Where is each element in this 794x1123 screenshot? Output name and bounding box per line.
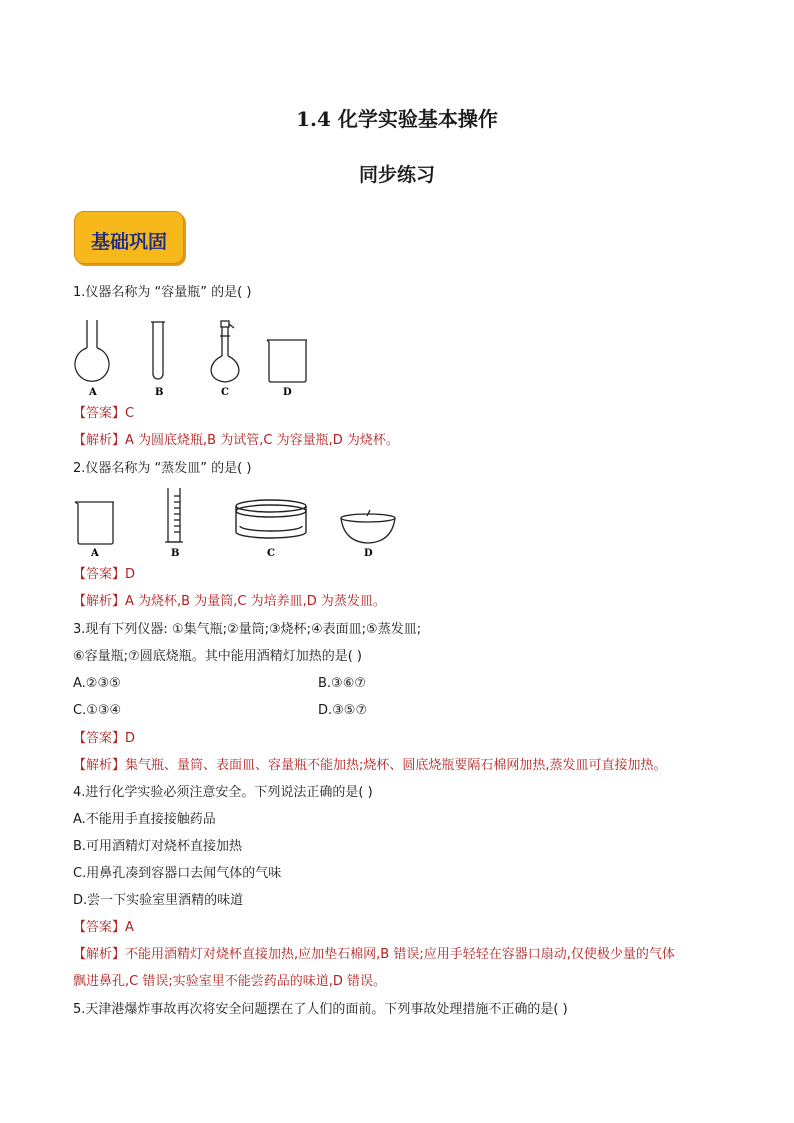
q1-apparatus-svg bbox=[70, 318, 330, 402]
evaporating-dish-icon bbox=[341, 510, 395, 543]
q2-analysis bbox=[73, 593, 386, 611]
q4-analysis-line1 bbox=[73, 946, 675, 964]
q2-apparatus-svg bbox=[70, 486, 410, 562]
q1-label-b: B bbox=[155, 387, 164, 398]
volumetric-flask-icon bbox=[211, 321, 239, 382]
q2-analysis-tag: 【解析】 bbox=[73, 594, 126, 609]
q3-answer-value: D bbox=[125, 731, 136, 746]
q4-stem: 4.进行化学实验必须注意安全。下列说法正确的是( ) bbox=[73, 785, 373, 800]
q3-analysis-text: 集气瓶、量筒、表面皿、容量瓶不能加热;烧杯、圆底烧瓶要隔石棉网加热,蒸发皿可直接加热。 bbox=[125, 758, 667, 773]
q4-analysis-line2: 飘进鼻孔,C 错误;实验室里不能尝药品的味道,D 错误。 bbox=[73, 974, 386, 989]
q3-stem-line1: 3.现有下列仪器: ①集气瓶;②量筒;③烧杯;④表面皿;⑤蒸发皿; bbox=[73, 622, 422, 637]
q1-answer-value: C bbox=[125, 406, 135, 421]
q4-answer-value: A bbox=[125, 920, 134, 935]
graduated-cylinder-icon bbox=[165, 488, 183, 542]
q3-answer-tag: 【答案】 bbox=[73, 731, 126, 746]
q1-stem: 1.仪器名称为 “容量瓶” 的是( ) bbox=[73, 285, 252, 300]
beaker-icon bbox=[75, 502, 114, 544]
round-bottom-flask-icon bbox=[75, 320, 109, 381]
q1-answer bbox=[73, 405, 134, 423]
q3-option-b: B.③⑥⑦ bbox=[318, 676, 367, 691]
q2-label-c: C bbox=[267, 548, 275, 559]
page-title: 1.4 化学实验基本操作 bbox=[296, 107, 498, 131]
q4-option-a: A.不能用手直接接触药品 bbox=[73, 812, 216, 827]
section-badge-label: 基础巩固 bbox=[90, 231, 167, 253]
q2-analysis-text: A 为烧杯,B 为量筒,C 为培养皿,D 为蒸发皿。 bbox=[125, 594, 386, 609]
q1-label-d: D bbox=[283, 387, 292, 398]
q2-stem: 2.仪器名称为 “蒸发皿” 的是( ) bbox=[73, 461, 252, 476]
q3-analysis bbox=[73, 757, 667, 775]
q3-answer bbox=[73, 730, 135, 748]
q1-analysis-tag: 【解析】 bbox=[73, 433, 126, 448]
q3-option-a: A.②③⑤ bbox=[73, 676, 121, 691]
q1-label-a: A bbox=[89, 387, 97, 398]
q2-label-b: B bbox=[171, 548, 180, 559]
page-subtitle: 同步练习 bbox=[358, 164, 435, 186]
q4-option-b: B.可用酒精灯对烧杯直接加热 bbox=[73, 839, 243, 854]
q2-label-a: A bbox=[91, 548, 99, 559]
q3-stem-line2: ⑥容量瓶;⑦圆底烧瓶。其中能用酒精灯加热的是( ) bbox=[73, 649, 362, 664]
q4-option-c: C.用鼻孔凑到容器口去闻气体的气味 bbox=[73, 866, 282, 881]
q3-option-d: D.③⑤⑦ bbox=[318, 703, 368, 718]
q1-answer-tag: 【答案】 bbox=[73, 406, 126, 421]
q1-figure bbox=[70, 318, 330, 402]
q2-figure bbox=[70, 486, 410, 562]
q2-label-d: D bbox=[364, 548, 373, 559]
q1-label-c: C bbox=[221, 387, 229, 398]
petri-dish-icon bbox=[236, 500, 306, 538]
q4-analysis-tag: 【解析】 bbox=[73, 947, 126, 962]
q1-analysis-text: A 为圆底烧瓶,B 为试管,C 为容量瓶,D 为烧杯。 bbox=[125, 433, 399, 448]
q2-answer bbox=[73, 566, 135, 584]
beaker-icon bbox=[267, 340, 307, 382]
q4-answer-tag: 【答案】 bbox=[73, 920, 126, 935]
q2-answer-tag: 【答案】 bbox=[73, 567, 126, 582]
q2-answer-value: D bbox=[125, 567, 136, 582]
q4-analysis-text-1: 不能用酒精灯对烧杯直接加热,应加垫石棉网,B 错误;应用手轻轻在容器口扇动,仅使极少量的气体 bbox=[125, 947, 675, 962]
q5-stem: 5.天津港爆炸事故再次将安全问题摆在了人们的面前。下列事故处理措施不正确的是( ) bbox=[73, 1002, 568, 1017]
q4-answer bbox=[73, 919, 134, 937]
q4-option-d: D.尝一下实验室里酒精的味道 bbox=[73, 893, 244, 908]
test-tube-icon bbox=[151, 322, 165, 379]
section-badge bbox=[74, 211, 184, 264]
q3-analysis-tag: 【解析】 bbox=[73, 758, 126, 773]
q1-analysis bbox=[73, 432, 399, 450]
q3-option-c: C.①③④ bbox=[73, 703, 122, 718]
